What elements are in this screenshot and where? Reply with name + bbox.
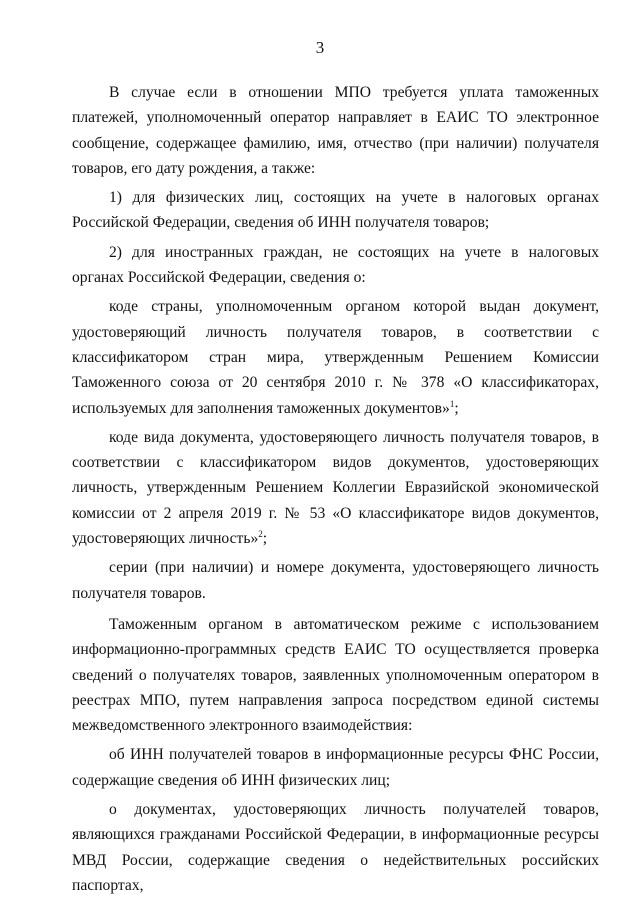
page-number: 3 [315, 38, 325, 57]
paragraph: коде страны, уполномоченным органом которой выдан документ, удостоверяющий личность получателя товаров, в соответствии с классификатором стран мира, утвержденным Решением Комиссии Таможенного союза от 20 сентября 2010 г. № 378 «О классификаторах, используемых для заполнения таможенных документов»$^1$; [72, 298, 599, 417]
paragraph: Таможенным органом в автоматическом режиме с использованием информационно-программных средств ЕАИС ТО осуществляется проверка сведений о получателях товаров, заявленных уполномоченным оператором в реестрах МПО, путем направления запроса посредством единой системы межведомственного электронного взаимодействия: [72, 615, 599, 735]
paragraph: серии (при наличии) и номере документа, удостоверяющего личность получателя товаров. [72, 559, 599, 602]
footnote-ref: 1 [449, 398, 455, 409]
paragraph: коде вида документа, удостоверяющего личность получателя товаров, в соответствии с классификатором видов документов, удостоверяющих личность, утвержденным Решением Коллегии Евразийской экономической комиссии от 2 апреля 2019 г. № 53 «О классификаторе видов документов, удостоверяющих личность»$^2$; [72, 428, 599, 548]
document-body [72, 80, 599, 898]
paragraph: 2) для иностранных граждан, не состоящих на учете в налоговых органах Российской Федерации, сведения о: [72, 243, 599, 287]
paragraph: об ИНН получателей товаров в информационные ресурсы ФНС России, содержащие сведения об ИНН физических лиц; [72, 746, 599, 789]
paragraph: В случае если в отношении МПО требуется уплата таможенных платежей, уполномоченный оператор направляет в ЕАИС ТО электронное сообщение, содержащее фамилию, имя, отчество (при наличии) получателя товаров, его дату рождения, а также: [72, 84, 599, 177]
paragraph: о документах, удостоверяющих личность получателей товаров, являющихся гражданами Российской Федерации, в информационные ресурсы МВД России, содержащие сведения о недействительных российских паспортах, [72, 801, 599, 894]
footnote-ref: 2 [258, 528, 263, 539]
paragraph: 1) для физических лиц, состоящих на учете в налоговых органах Российской Федерации, сведения об ИНН получателя товаров; [72, 189, 599, 232]
